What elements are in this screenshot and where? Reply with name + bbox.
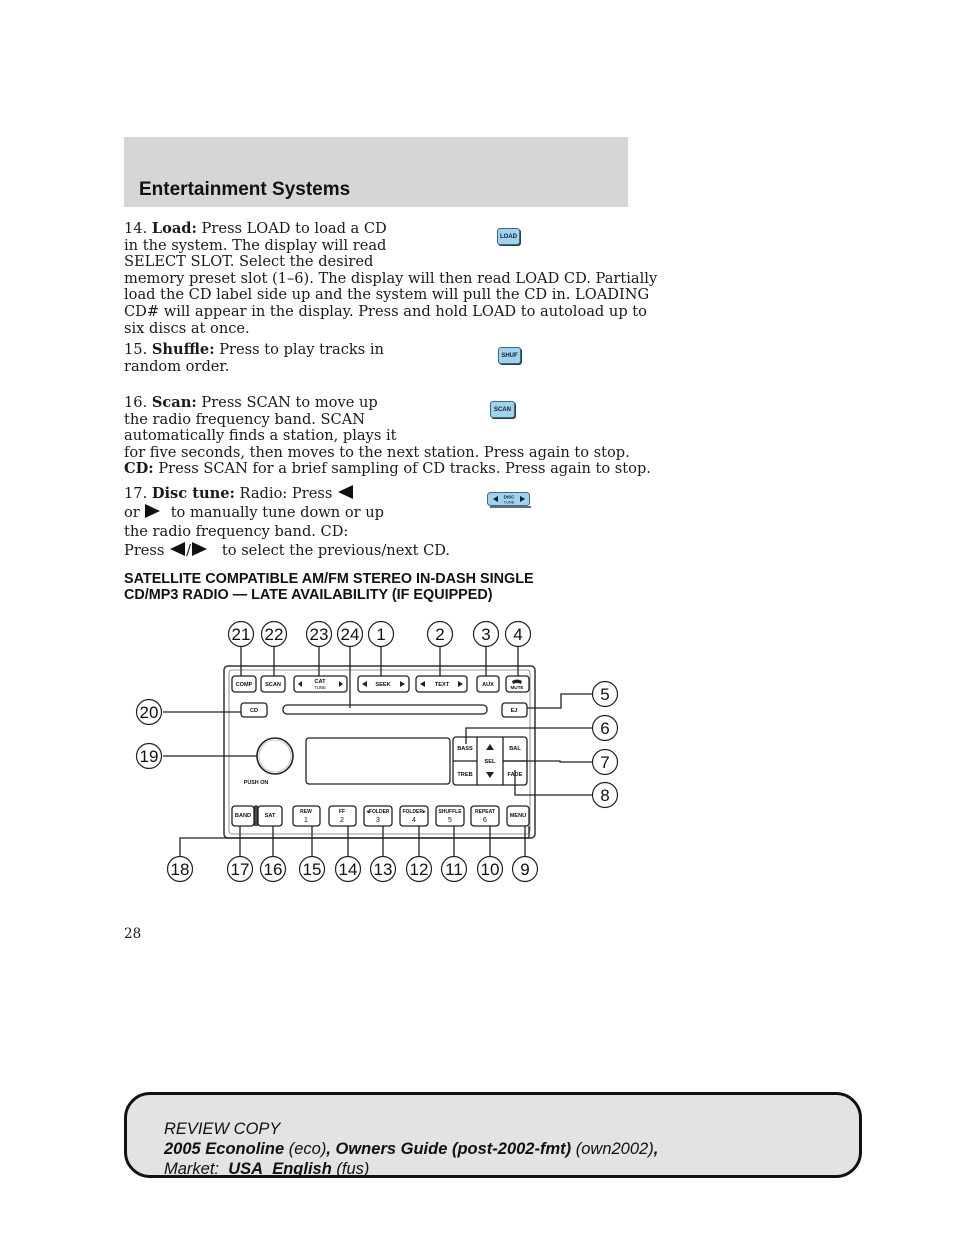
disc-tune-top-label: DISC [503,494,515,500]
review-copy-text: REVIEW COPY 2005 Econoline (eco), Owners Guide (post-2002-fmt) (own2002), Market: USA_English (fus) [164,1120,659,1178]
sel-button: SEL [484,759,496,765]
push-on-label: PUSH ON [243,780,269,786]
section-title: Entertainment Systems [139,179,351,200]
callout-8: 8 [600,786,610,805]
callout-1: 1 [376,625,386,644]
preset-5: 5 [448,817,452,824]
callout-23: 23 [309,625,329,644]
load-key-icon: LOAD [497,228,520,245]
folder-prev-button-label: ◂FOLDER [366,809,390,815]
treb-button: TREB [457,772,473,778]
section-heading: SATELLITE COMPATIBLE AM/FM STEREO IN-DASH SINGLE CD/MP3 RADIO — LATE AVAILABILITY (IF EQUIPPED) [124,571,534,604]
fade-button: FADE [507,772,523,778]
repeat-button-label: REPEAT [475,809,495,815]
shuffle-button-label: SHUFFLE [438,809,462,815]
callout-22: 22 [264,625,284,644]
scan-button: SCAN [265,682,281,688]
preset-2: 2 [340,817,344,824]
cd-button: CD [249,708,259,714]
disc-tune-bottom-label: TUNE [503,499,515,505]
tune-button-label: TUNE [314,685,326,690]
review-copy-box [124,1092,862,1178]
callout-19: 19 [139,747,159,766]
callout-3: 3 [481,625,491,644]
page-number: 28 [124,926,142,942]
bass-button: BASS [457,746,473,752]
scan-key-icon: SCAN [490,401,515,418]
item-15-shuffle: 15. Shuffle: Press to play tracks in random order. [124,341,384,375]
band-button: BAND [234,813,252,819]
callout-24: 24 [340,625,360,644]
callout-13: 13 [373,860,393,879]
callout-7: 7 [600,753,610,772]
callout-9: 9 [520,860,530,879]
item-17-disc-tune: 17. Disc tune: Radio: Press or to manually tune down or up the radio frequency band. CD: Press / to select the previous/next CD. [124,485,451,559]
callout-4: 4 [513,625,523,644]
sat-button: SAT [264,813,276,819]
preset-3: 3 [376,817,380,824]
callout-14: 14 [338,860,358,879]
bal-button: BAL [509,746,521,752]
eject-button: EJ [510,708,518,714]
text-button: TEXT [434,682,450,688]
callout-12: 12 [409,860,429,879]
callout-15: 15 [302,860,322,879]
callout-5: 5 [600,685,610,704]
comp-button: COMP [235,682,253,688]
item-16-scan: 16. Scan: Press SCAN to move up the radio frequency band. SCAN automatically finds a station, plays it for five seconds, then moves to the next station. Press again to stop. CD: Press SCAN for a brief sampling of CD tracks. Press again to stop. [124,394,651,478]
preset-6: 6 [483,817,487,824]
callout-10: 10 [480,860,500,879]
item-14-load: 14. Load: Press LOAD to load a CD in the system. The display will read SELECT SLOT. Select the desired memory preset slot (1–6). The display will then read LOAD CD. Partially load the CD label side up and the system will pull the CD in. LOADING CD# will appear in the display. Press and hold LOAD to autoload up to six discs at once. [124,220,658,337]
callout-17: 17 [230,860,250,879]
seek-button: SEEK [375,682,391,688]
callout-6: 6 [600,719,610,738]
callout-18: 18 [170,860,190,879]
shuffle-key-icon: SHUF [498,347,521,364]
folder-next-button-label: FOLDER▸ [402,809,426,815]
mute-button: MUTE [510,685,524,690]
callout-20: 20 [139,703,159,722]
rew-button-label: REW [300,809,312,815]
callout-11: 11 [445,860,463,879]
preset-4: 4 [412,817,416,824]
ff-button-label: FF [338,809,346,815]
cat-button-label: CAT [314,679,326,685]
callout-21: 21 [231,625,251,644]
preset-1: 1 [304,817,308,824]
callout-2: 2 [435,625,445,644]
callout-16: 16 [263,860,283,879]
aux-button: AUX [482,682,494,688]
menu-button: MENU [509,813,527,819]
